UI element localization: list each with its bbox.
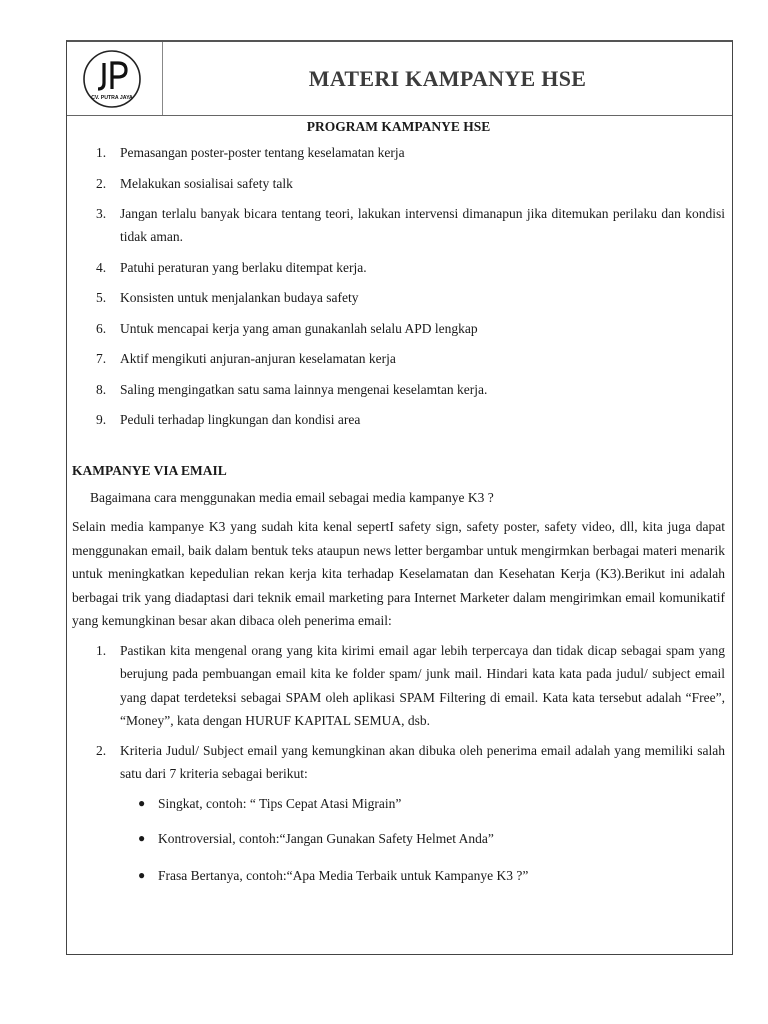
- logo-text: CV. PUTRA JAYA: [91, 95, 133, 101]
- document-body: [72, 116, 725, 887]
- list-item: [72, 792, 725, 815]
- list-item-text: Konsisten untuk menjalankan budaya safety: [120, 290, 359, 305]
- list-item-text: Saling mengingatkan satu sama lainnya mengenai keselamtan kerja.: [120, 381, 488, 397]
- email-question: Bagaimana cara menggunakan media email sebagai media kampanye K3 ?: [90, 490, 494, 505]
- email-intro-paragraph: Selain media kampanye K3 yang sudah kita kenal sepertI safety sign, safety poster, safety video, dll, kita juga dapat menggunakan email, baik dalam bentuk teks ataupun news letter bergambar untuk mengirmkan berbagai materi menarik untuk meningkatkan kepedulian rekan kerja kita terhadap Keselamatan dan Kesehatan Kerja (K3).Berikut ini adalah berbagai trik yang diadaptasi dari teknik email marketing para Internet Marketer dalam mengirimkan email komunikatif yang kemungkinan besar akan dibaca oleh penerima email:: [72, 519, 725, 628]
- list-item: [72, 827, 725, 850]
- list-number: 9.: [96, 412, 107, 427]
- list-item-text: Pastikan kita mengenal orang yang kita kirimi email agar lebih terpercaya dan tidak dicap sebagai spam yang berujung pada pembuangan email kita ke folder spam/ junk mail. Hindari kata kata pada judul/ subject email yang dapat terdeteksi sebagai SPAM oleh aplikasi SPAM Filtering di email. Kata kata tersebut adalah “Free”, “Money”, kata dengan HURUF KAPITAL SEMUA, dsb.: [120, 642, 725, 728]
- list-number: 3.: [96, 206, 107, 221]
- list-item: [72, 639, 725, 733]
- list-number: 2.: [96, 742, 107, 758]
- list-item-text: Frasa Bertanya, contoh:“Apa Media Terbaik untuk Kampanye K3 ?”: [158, 867, 529, 883]
- list-item-text: Jangan terlalu banyak bicara tentang teori, lakukan intervensi dimanapun jika ditemukan perilaku dan kondisi tidak aman.: [120, 206, 725, 244]
- list-item: [72, 317, 725, 340]
- subject-criteria-list: [72, 792, 725, 887]
- bullet-icon: ●: [138, 795, 146, 810]
- list-item-text: Aktif mengikuti anjuran-anjuran keselamatan kerja: [120, 351, 396, 366]
- program-heading: PROGRAM KAMPANYE HSE: [306, 119, 491, 134]
- list-item: [72, 141, 725, 164]
- logo-cell: [67, 42, 163, 115]
- list-item: [72, 172, 725, 195]
- list-number: 2.: [96, 175, 107, 191]
- list-item: [72, 256, 725, 279]
- list-item: [72, 286, 725, 309]
- list-item-text: Kontroversial, contoh:“Jangan Gunakan Safety Helmet Anda”: [158, 830, 494, 846]
- bullet-icon: ●: [138, 867, 146, 882]
- list-item: [72, 378, 725, 401]
- list-item-text: Singkat, contoh: “ Tips Cepat Atasi Migrain”: [158, 795, 402, 811]
- list-item: [72, 739, 725, 786]
- list-number: 1.: [96, 145, 107, 160]
- list-item-text: Peduli terhadap lingkungan dan kondisi area: [120, 412, 361, 427]
- list-number: 8.: [96, 381, 107, 397]
- list-number: 1.: [96, 642, 107, 658]
- email-section-heading: KAMPANYE VIA EMAIL: [72, 463, 227, 478]
- document-frame: [66, 40, 733, 955]
- page-title: MATERI KAMPANYE HSE: [308, 65, 587, 91]
- document-header: [67, 42, 732, 116]
- company-logo-icon: [82, 49, 142, 109]
- list-number: 7.: [96, 351, 107, 366]
- list-item-text: Melakukan sosialisai safety talk: [120, 175, 293, 191]
- email-tips-list: [72, 639, 725, 786]
- list-item-text: Untuk mencapai kerja yang aman gunakanlah selalu APD lengkap: [120, 320, 478, 336]
- list-number: 4.: [96, 259, 107, 275]
- list-item: [72, 408, 725, 431]
- list-item-text: Kriteria Judul/ Subject email yang kemungkinan akan dibuka oleh penerima email adalah yang memiliki salah satu dari 7 kriteria sebagai berikut:: [120, 742, 725, 781]
- bullet-icon: ●: [138, 830, 146, 845]
- list-item: [72, 864, 725, 887]
- list-item: [72, 347, 725, 370]
- list-item: [72, 202, 725, 248]
- list-number: 6.: [96, 320, 107, 336]
- list-item-text: Pemasangan poster-poster tentang keselamatan kerja: [120, 145, 405, 160]
- list-item-text: Patuhi peraturan yang berlaku ditempat kerja.: [120, 259, 367, 275]
- list-number: 5.: [96, 290, 107, 305]
- program-list: [72, 141, 725, 431]
